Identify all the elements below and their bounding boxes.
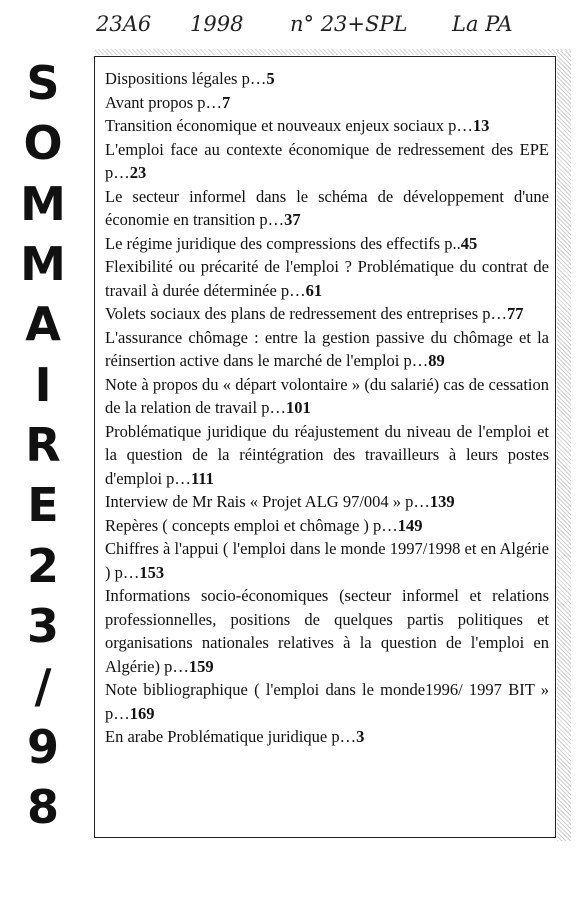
title-letter: M bbox=[20, 236, 66, 291]
title-letter: O bbox=[23, 116, 63, 171]
handwritten-note: 1998 bbox=[190, 12, 244, 36]
toc-entry-page: 3 bbox=[356, 727, 365, 746]
handwritten-note: n° 23+SPL bbox=[290, 12, 408, 36]
table-of-contents bbox=[94, 56, 556, 838]
toc-entry-title: Problématique juridique du réajustement du niveau de l'emploi et la question de la réintégration des travailleurs à leurs postes d'emploi p… bbox=[105, 421, 549, 488]
title-letter: 2 bbox=[26, 538, 59, 593]
toc-entry-title: L'emploi face au contexte économique de redressement des EPE p… bbox=[105, 139, 549, 182]
toc-entry bbox=[105, 678, 549, 725]
title-letter: A bbox=[25, 297, 61, 352]
toc-entry-page: 45 bbox=[460, 233, 478, 253]
toc-entry bbox=[105, 514, 549, 538]
toc-entry bbox=[105, 725, 549, 749]
toc-entry-page: 37 bbox=[284, 210, 301, 229]
handwritten-note: 23A6 bbox=[96, 12, 152, 36]
toc-entry-page: 13 bbox=[472, 116, 490, 135]
toc-entry-title: Le secteur informel dans le schéma de développement d'une économie en transition p… bbox=[105, 186, 549, 229]
toc-entry-page: 153 bbox=[139, 562, 165, 582]
toc-entry bbox=[105, 490, 549, 514]
toc-entry bbox=[105, 326, 549, 373]
box-shadow bbox=[557, 51, 571, 841]
box-shadow bbox=[95, 49, 571, 55]
title-letter: 3 bbox=[26, 598, 59, 653]
title-letter: R bbox=[25, 417, 61, 472]
toc-entry-title: En arabe Problématique juridique p… bbox=[105, 727, 357, 746]
toc-entry-page: 169 bbox=[129, 703, 155, 723]
toc-entry bbox=[105, 584, 549, 678]
toc-entry bbox=[105, 232, 549, 256]
title-letter: E bbox=[27, 478, 59, 533]
toc-entry bbox=[105, 537, 549, 584]
toc-entry-page: 23 bbox=[129, 163, 147, 182]
title-letter: I bbox=[34, 357, 52, 412]
toc-entry-title: Chiffres à l'appui ( l'emploi dans le monde 1997/1998 et en Algérie ) p… bbox=[105, 539, 549, 582]
handwritten-note: La PA bbox=[452, 12, 513, 36]
toc-entry-title: Repères ( concepts emploi et chômage ) p… bbox=[105, 515, 398, 535]
toc-entry-title: Le régime juridique des compressions des effectifs p.. bbox=[105, 233, 461, 253]
toc-entry-title: Interview de Mr Rais « Projet ALG 97/004 » p… bbox=[105, 492, 430, 511]
toc-entry bbox=[105, 138, 549, 185]
toc-entry bbox=[105, 91, 549, 115]
toc-entry-page: 101 bbox=[285, 398, 311, 417]
toc-entry bbox=[105, 185, 549, 232]
toc-entry bbox=[105, 255, 549, 302]
title-letter: S bbox=[26, 56, 60, 110]
toc-entry-page: 5 bbox=[266, 69, 275, 88]
toc-entry-page: 139 bbox=[429, 492, 455, 511]
toc-entry bbox=[105, 67, 549, 91]
toc-entry-page: 61 bbox=[305, 280, 323, 300]
toc-entry-page: 7 bbox=[222, 92, 231, 112]
toc-entry-page: 149 bbox=[397, 515, 423, 535]
toc-entry-title: Avant propos p… bbox=[105, 92, 223, 112]
toc-entry-title: L'assurance chômage : entre la gestion passive du chômage et la réinsertion active dans le marché de l'emploi p… bbox=[105, 327, 549, 370]
toc-entry-title: Flexibilité ou précarité de l'emploi ? Problématique du contrat de travail à durée déterminée p… bbox=[105, 257, 549, 300]
toc-entry-title: Dispositions légales p… bbox=[105, 69, 267, 88]
title-letter: M bbox=[20, 176, 66, 231]
handwritten-annotations bbox=[0, 6, 579, 46]
toc-entry-title: Volets sociaux des plans de redressement des entreprises p… bbox=[105, 304, 508, 323]
toc-entry-page: 77 bbox=[507, 304, 524, 323]
toc-entry-title: Informations socio-économiques (secteur informel et relations professionnelles, positions de quelques partis politiques et organisations nationales relatives à la question de l'emploi en Algérie) p… bbox=[105, 586, 549, 676]
toc-entry bbox=[105, 373, 549, 420]
title-letter: 9 bbox=[26, 719, 59, 774]
toc-entry-page: 111 bbox=[190, 468, 214, 488]
toc-entry-title: Transition économique et nouveaux enjeux sociaux p… bbox=[105, 116, 473, 135]
toc-entry-page: 159 bbox=[188, 656, 214, 676]
toc-entry bbox=[105, 420, 549, 491]
title-letter: / bbox=[34, 659, 52, 714]
toc-entry bbox=[105, 114, 549, 138]
title-letter: 8 bbox=[26, 779, 59, 834]
toc-entry-title: Note à propos du « départ volontaire » (du salarié) cas de cessation de la relation de travail p… bbox=[105, 374, 549, 417]
vertical-title-sommaire bbox=[4, 56, 82, 834]
toc-entry-page: 89 bbox=[428, 351, 445, 370]
toc-entry-title: Note bibliographique ( l'emploi dans le monde1996/ 1997 BIT » p… bbox=[105, 680, 549, 723]
toc-entry bbox=[105, 302, 549, 326]
